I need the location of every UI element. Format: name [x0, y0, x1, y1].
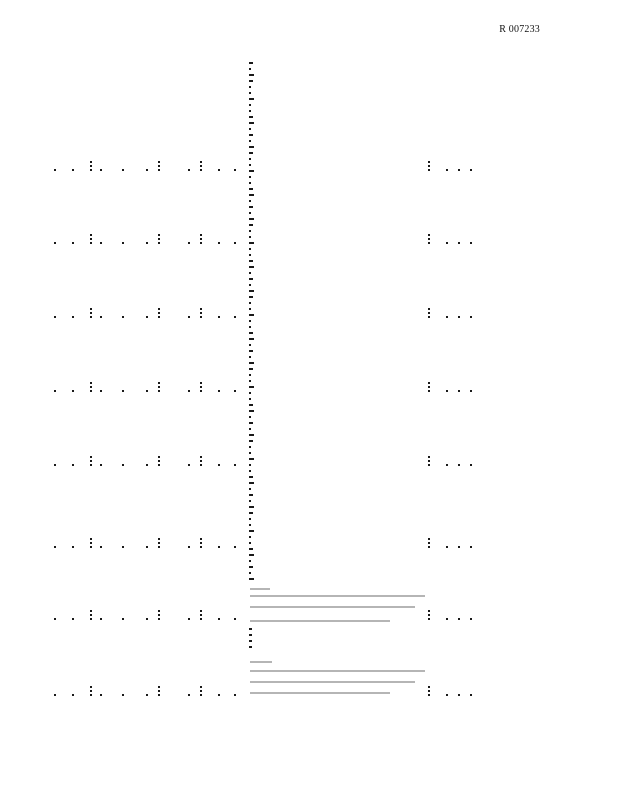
row-mark — [90, 165, 92, 167]
row-mark — [458, 546, 460, 548]
center-column-mark — [249, 362, 254, 364]
center-column-mark — [249, 506, 254, 508]
row-mark — [90, 460, 92, 462]
faint-text-line — [250, 661, 272, 663]
row-mark — [428, 312, 430, 314]
row-mark — [200, 546, 202, 548]
row-mark — [188, 618, 190, 620]
row-mark — [158, 456, 160, 458]
row-mark — [200, 161, 202, 163]
row-mark — [200, 308, 202, 310]
center-column-mark — [249, 404, 253, 406]
row-mark — [158, 386, 160, 388]
row-mark — [146, 169, 148, 171]
row-mark — [188, 316, 190, 318]
center-column-mark — [249, 428, 251, 430]
center-column-mark — [249, 410, 254, 412]
center-column-mark — [249, 488, 251, 490]
row-mark — [428, 234, 430, 236]
center-column-mark — [249, 230, 251, 232]
row-mark — [90, 169, 92, 171]
center-column-mark — [249, 272, 251, 274]
center-column-mark — [249, 356, 251, 358]
row-mark — [446, 316, 448, 318]
center-column-mark — [249, 578, 254, 580]
center-column-mark — [249, 158, 251, 160]
center-column-mark — [249, 194, 254, 196]
row-mark — [158, 686, 160, 688]
row-mark — [200, 169, 202, 171]
row-mark — [428, 308, 430, 310]
center-column-mark — [249, 494, 253, 496]
row-mark — [90, 538, 92, 540]
row-mark — [158, 161, 160, 163]
row-mark — [54, 618, 56, 620]
center-column-mark — [249, 440, 253, 442]
row-mark — [446, 546, 448, 548]
center-column-mark — [249, 242, 254, 244]
center-column-mark — [249, 422, 253, 424]
center-column-mark — [249, 188, 253, 190]
row-mark — [188, 242, 190, 244]
row-mark — [218, 169, 220, 171]
row-mark — [200, 456, 202, 458]
center-column-mark — [249, 548, 253, 550]
center-column-mark — [249, 134, 253, 136]
row-mark — [200, 542, 202, 544]
row-mark — [146, 242, 148, 244]
row-mark — [100, 242, 102, 244]
row-mark — [54, 546, 56, 548]
center-column-mark — [249, 140, 251, 142]
row-mark — [90, 390, 92, 392]
row-mark — [428, 546, 430, 548]
center-column-mark — [249, 446, 251, 448]
center-column-mark — [249, 398, 251, 400]
center-column-mark — [249, 634, 252, 636]
center-column-mark — [249, 380, 251, 382]
row-mark — [90, 618, 92, 620]
center-column-mark — [249, 386, 254, 388]
row-mark — [72, 464, 74, 466]
row-mark — [100, 618, 102, 620]
faint-text-line — [250, 670, 425, 672]
center-column-mark — [249, 464, 251, 466]
document-identifier: R 007233 — [499, 24, 540, 35]
center-column-mark — [249, 212, 251, 214]
row-mark — [428, 690, 430, 692]
center-column-mark — [249, 338, 254, 340]
row-mark — [470, 464, 472, 466]
row-mark — [72, 618, 74, 620]
row-mark — [200, 390, 202, 392]
row-mark — [146, 316, 148, 318]
center-column-mark — [249, 344, 251, 346]
row-mark — [90, 312, 92, 314]
row-mark — [158, 546, 160, 548]
row-mark — [200, 610, 202, 612]
center-column-mark — [249, 122, 254, 124]
row-mark — [122, 464, 124, 466]
row-mark — [90, 238, 92, 240]
faint-text-line — [250, 681, 415, 683]
faint-text-line — [250, 620, 390, 622]
row-mark — [158, 464, 160, 466]
center-column-mark — [249, 218, 254, 220]
row-mark — [470, 242, 472, 244]
center-column-mark — [249, 170, 254, 172]
row-mark — [234, 316, 236, 318]
row-mark — [146, 390, 148, 392]
row-mark — [90, 308, 92, 310]
row-mark — [122, 316, 124, 318]
center-column-mark — [249, 86, 251, 88]
row-mark — [218, 390, 220, 392]
row-mark — [72, 546, 74, 548]
center-column-mark — [249, 332, 253, 334]
row-mark — [200, 316, 202, 318]
row-mark — [234, 618, 236, 620]
row-mark — [158, 614, 160, 616]
row-mark — [458, 618, 460, 620]
row-mark — [90, 694, 92, 696]
center-column-mark — [249, 572, 251, 574]
row-mark — [158, 382, 160, 384]
row-mark — [100, 546, 102, 548]
row-mark — [100, 694, 102, 696]
row-mark — [446, 694, 448, 696]
row-mark — [54, 694, 56, 696]
row-mark — [200, 460, 202, 462]
row-mark — [158, 690, 160, 692]
center-column-mark — [249, 80, 253, 82]
center-column-mark — [249, 640, 252, 642]
row-mark — [200, 686, 202, 688]
row-mark — [234, 169, 236, 171]
center-column-mark — [249, 254, 251, 256]
center-column-mark — [249, 452, 251, 454]
row-mark — [54, 390, 56, 392]
center-column-mark — [249, 98, 254, 100]
row-mark — [158, 238, 160, 240]
row-mark — [218, 242, 220, 244]
row-mark — [100, 464, 102, 466]
row-mark — [200, 618, 202, 620]
row-mark — [90, 614, 92, 616]
row-mark — [188, 169, 190, 171]
row-mark — [90, 690, 92, 692]
row-mark — [200, 312, 202, 314]
center-column-mark — [249, 554, 254, 556]
row-mark — [90, 686, 92, 688]
row-mark — [470, 316, 472, 318]
row-mark — [428, 618, 430, 620]
row-mark — [158, 169, 160, 171]
row-mark — [158, 538, 160, 540]
row-mark — [428, 242, 430, 244]
row-mark — [458, 169, 460, 171]
row-mark — [158, 460, 160, 462]
row-mark — [90, 464, 92, 466]
row-mark — [122, 169, 124, 171]
row-mark — [90, 386, 92, 388]
row-mark — [90, 456, 92, 458]
center-column-mark — [249, 308, 251, 310]
center-column-mark — [249, 146, 254, 148]
center-column-mark — [249, 92, 251, 94]
row-mark — [200, 234, 202, 236]
row-mark — [428, 542, 430, 544]
row-mark — [158, 308, 160, 310]
center-column-mark — [249, 236, 251, 238]
row-mark — [218, 464, 220, 466]
center-column-mark — [249, 374, 251, 376]
faint-text-line — [250, 595, 425, 597]
row-mark — [90, 546, 92, 548]
row-mark — [428, 464, 430, 466]
row-mark — [428, 460, 430, 462]
row-mark — [158, 618, 160, 620]
row-mark — [428, 610, 430, 612]
row-mark — [218, 618, 220, 620]
row-mark — [158, 242, 160, 244]
center-column-mark — [249, 62, 253, 64]
row-mark — [200, 242, 202, 244]
row-mark — [146, 694, 148, 696]
row-mark — [218, 546, 220, 548]
row-mark — [122, 694, 124, 696]
center-column-mark — [249, 458, 254, 460]
center-column-mark — [249, 326, 251, 328]
row-mark — [72, 390, 74, 392]
row-mark — [90, 242, 92, 244]
row-mark — [158, 234, 160, 236]
center-column-mark — [249, 206, 253, 208]
center-column-mark — [249, 392, 251, 394]
center-column-mark — [249, 482, 254, 484]
row-mark — [470, 694, 472, 696]
row-mark — [200, 386, 202, 388]
row-mark — [200, 238, 202, 240]
row-mark — [458, 464, 460, 466]
row-mark — [446, 242, 448, 244]
center-column-mark — [249, 560, 251, 562]
center-column-mark — [249, 530, 254, 532]
row-mark — [100, 390, 102, 392]
center-column-mark — [249, 200, 251, 202]
row-mark — [54, 316, 56, 318]
row-mark — [428, 456, 430, 458]
row-mark — [54, 169, 56, 171]
row-mark — [428, 165, 430, 167]
center-column-mark — [249, 278, 253, 280]
row-mark — [72, 169, 74, 171]
row-mark — [72, 242, 74, 244]
center-column-mark — [249, 524, 251, 526]
row-mark — [458, 694, 460, 696]
row-mark — [428, 390, 430, 392]
row-mark — [234, 464, 236, 466]
center-column-mark — [249, 128, 251, 130]
row-mark — [146, 618, 148, 620]
row-mark — [428, 686, 430, 688]
center-column-mark — [249, 368, 253, 370]
center-column-mark — [249, 110, 251, 112]
center-column-mark — [249, 542, 251, 544]
row-mark — [158, 542, 160, 544]
center-column-mark — [249, 260, 253, 262]
row-mark — [90, 382, 92, 384]
center-column-mark — [249, 290, 254, 292]
row-mark — [218, 694, 220, 696]
row-mark — [188, 694, 190, 696]
row-mark — [218, 316, 220, 318]
row-mark — [90, 234, 92, 236]
center-column-mark — [249, 68, 251, 70]
row-mark — [200, 614, 202, 616]
center-column-mark — [249, 164, 251, 166]
row-mark — [158, 165, 160, 167]
row-mark — [122, 390, 124, 392]
row-mark — [158, 610, 160, 612]
row-mark — [458, 390, 460, 392]
center-column-mark — [249, 248, 251, 250]
row-mark — [234, 242, 236, 244]
row-mark — [458, 242, 460, 244]
center-column-mark — [249, 74, 254, 76]
row-mark — [446, 390, 448, 392]
center-column-mark — [249, 104, 251, 106]
row-mark — [158, 390, 160, 392]
faint-text-line — [250, 606, 415, 608]
row-mark — [446, 169, 448, 171]
row-mark — [470, 618, 472, 620]
row-mark — [54, 464, 56, 466]
center-column-mark — [249, 152, 253, 154]
row-mark — [234, 390, 236, 392]
row-mark — [146, 546, 148, 548]
center-column-mark — [249, 302, 251, 304]
row-mark — [470, 546, 472, 548]
row-mark — [90, 610, 92, 612]
center-column-mark — [249, 628, 252, 630]
row-mark — [188, 464, 190, 466]
row-mark — [200, 464, 202, 466]
row-mark — [158, 312, 160, 314]
center-column-mark — [249, 566, 253, 568]
row-mark — [200, 165, 202, 167]
row-mark — [158, 316, 160, 318]
row-mark — [90, 542, 92, 544]
row-mark — [446, 464, 448, 466]
row-mark — [470, 169, 472, 171]
row-mark — [234, 546, 236, 548]
row-mark — [72, 694, 74, 696]
center-column-mark — [249, 296, 253, 298]
row-mark — [90, 316, 92, 318]
center-column-mark — [249, 350, 253, 352]
row-mark — [428, 386, 430, 388]
row-mark — [90, 161, 92, 163]
center-column-mark — [249, 284, 251, 286]
center-column-mark — [249, 224, 253, 226]
row-mark — [200, 382, 202, 384]
row-mark — [428, 238, 430, 240]
center-column-mark — [249, 500, 251, 502]
row-mark — [428, 169, 430, 171]
center-column-mark — [249, 476, 253, 478]
row-mark — [100, 316, 102, 318]
row-mark — [428, 538, 430, 540]
row-mark — [428, 382, 430, 384]
row-mark — [234, 694, 236, 696]
center-column-mark — [249, 646, 252, 648]
row-mark — [200, 538, 202, 540]
row-mark — [458, 316, 460, 318]
row-mark — [446, 618, 448, 620]
row-mark — [54, 242, 56, 244]
center-column-mark — [249, 536, 251, 538]
center-column-mark — [249, 182, 251, 184]
row-mark — [72, 316, 74, 318]
row-mark — [122, 618, 124, 620]
center-column-mark — [249, 434, 254, 436]
row-mark — [428, 161, 430, 163]
center-column-mark — [249, 512, 253, 514]
row-mark — [122, 242, 124, 244]
row-mark — [428, 316, 430, 318]
center-column-mark — [249, 518, 251, 520]
row-mark — [100, 169, 102, 171]
row-mark — [200, 690, 202, 692]
row-mark — [200, 694, 202, 696]
row-mark — [146, 464, 148, 466]
faint-text-line — [250, 692, 390, 694]
center-column-mark — [249, 266, 254, 268]
row-mark — [188, 546, 190, 548]
center-column-mark — [249, 320, 251, 322]
center-column-mark — [249, 416, 251, 418]
center-column-mark — [249, 314, 254, 316]
center-column-mark — [249, 176, 251, 178]
row-mark — [470, 390, 472, 392]
center-column-mark — [249, 470, 251, 472]
row-mark — [428, 614, 430, 616]
center-column-mark — [249, 116, 253, 118]
row-mark — [122, 546, 124, 548]
faint-text-line — [250, 588, 270, 590]
row-mark — [428, 694, 430, 696]
row-mark — [158, 694, 160, 696]
row-mark — [188, 390, 190, 392]
